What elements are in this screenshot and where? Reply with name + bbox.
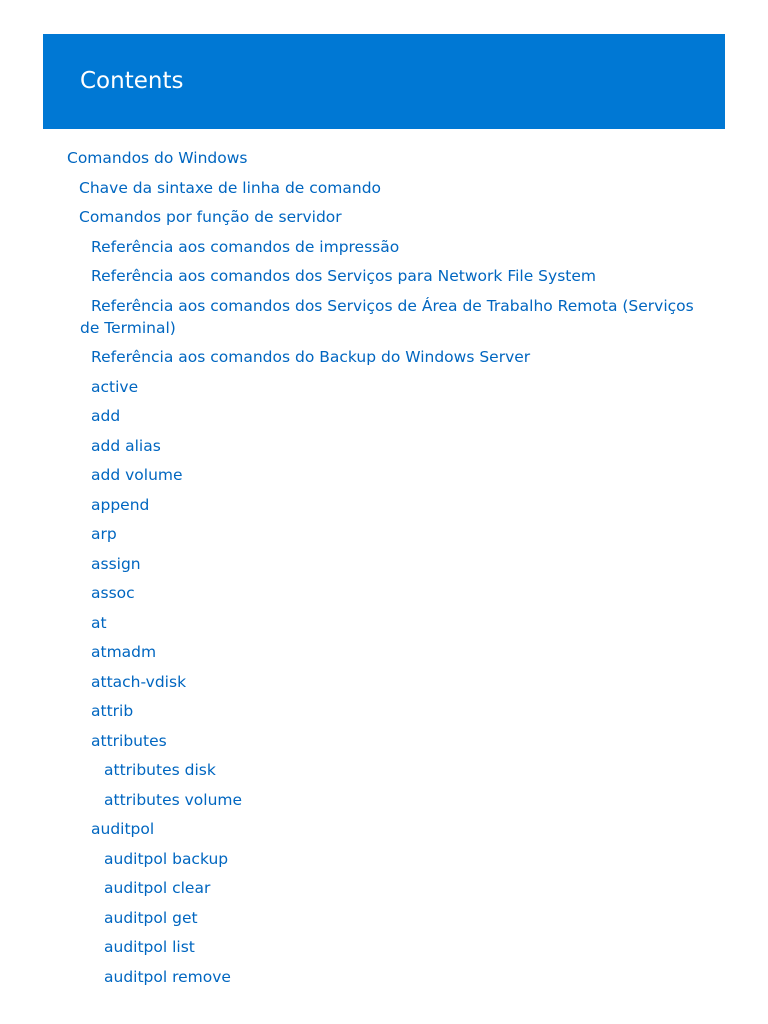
toc-link[interactable]: add — [91, 407, 121, 425]
toc-item-auditpol-backup[interactable] — [0, 848, 768, 870]
toc-item-ref-backup[interactable] — [0, 346, 768, 368]
toc-link[interactable]: auditpol get — [104, 908, 198, 927]
toc-item-comandos-por-funcao[interactable] — [0, 206, 768, 228]
toc-item-ref-impressao[interactable] — [0, 236, 768, 258]
toc-item-add-volume[interactable] — [0, 464, 768, 486]
toc-link[interactable]: add alias — [91, 436, 161, 455]
toc-link[interactable]: Comandos por função de servidor — [79, 208, 342, 226]
toc-item-attributes-volume[interactable] — [0, 789, 768, 811]
toc-item-append[interactable] — [0, 494, 768, 516]
toc-item-attrib[interactable] — [0, 700, 768, 722]
toc-item-auditpol-remove[interactable] — [0, 966, 768, 988]
toc-link[interactable]: attach-vdisk — [91, 672, 187, 691]
toc-item-ref-nfs[interactable] — [0, 265, 768, 287]
toc-link[interactable]: atmadm — [91, 643, 157, 661]
toc-link[interactable]: auditpol list — [104, 938, 195, 956]
toc-link[interactable]: assign — [91, 554, 141, 573]
toc-link[interactable]: add volume — [91, 466, 183, 484]
toc-link[interactable]: auditpol clear — [104, 879, 211, 897]
table-of-contents — [0, 145, 768, 988]
toc-link[interactable]: Chave da sintaxe de linha de comando — [79, 178, 382, 197]
toc-item-comandos-do-windows[interactable] — [0, 147, 768, 169]
toc-link[interactable]: at — [91, 613, 107, 632]
toc-item-add-alias[interactable] — [0, 435, 768, 457]
toc-item-atmadm[interactable] — [0, 641, 768, 663]
page-title: Contents — [80, 68, 184, 94]
toc-item-auditpol[interactable] — [0, 818, 768, 840]
toc-link[interactable]: attrib — [91, 702, 134, 720]
toc-link[interactable]: Referência aos comandos do Backup do Windows Server — [91, 348, 531, 366]
toc-item-auditpol-clear[interactable] — [0, 877, 768, 899]
toc-link[interactable]: auditpol remove — [104, 967, 231, 986]
toc-item-auditpol-get[interactable] — [0, 907, 768, 929]
toc-link[interactable]: Comandos do Windows — [67, 149, 248, 167]
toc-link[interactable]: Referência aos comandos dos Serviços para Network File System — [91, 267, 596, 285]
toc-item-arp[interactable] — [0, 523, 768, 545]
toc-link[interactable]: Referência aos comandos dos Serviços de Área de Trabalho Remota (Serviços de Terminal) — [80, 296, 694, 337]
toc-item-attributes-disk[interactable] — [0, 759, 768, 781]
toc-item-assoc[interactable] — [0, 582, 768, 604]
toc-item-chave-sintaxe[interactable] — [0, 177, 768, 199]
toc-item-ref-rds[interactable] — [0, 295, 700, 339]
toc-item-add[interactable] — [0, 405, 768, 427]
toc-link[interactable]: attributes disk — [104, 761, 216, 779]
toc-link[interactable]: Referência aos comandos de impressão — [91, 237, 400, 256]
toc-item-attach-vdisk[interactable] — [0, 671, 768, 693]
toc-item-active[interactable] — [0, 376, 768, 398]
toc-item-attributes[interactable] — [0, 730, 768, 752]
toc-link[interactable]: auditpol backup — [104, 849, 229, 868]
toc-item-assign[interactable] — [0, 553, 768, 575]
toc-link[interactable]: auditpol — [91, 820, 155, 838]
toc-link[interactable]: active — [91, 377, 139, 396]
contents-header — [43, 34, 725, 129]
toc-link[interactable]: attributes — [91, 731, 167, 750]
toc-link[interactable]: arp — [91, 525, 117, 543]
toc-item-at[interactable] — [0, 612, 768, 634]
toc-item-auditpol-list[interactable] — [0, 936, 768, 958]
toc-link[interactable]: assoc — [91, 584, 135, 602]
toc-link[interactable]: append — [91, 495, 150, 514]
toc-link[interactable]: attributes volume — [104, 790, 243, 809]
